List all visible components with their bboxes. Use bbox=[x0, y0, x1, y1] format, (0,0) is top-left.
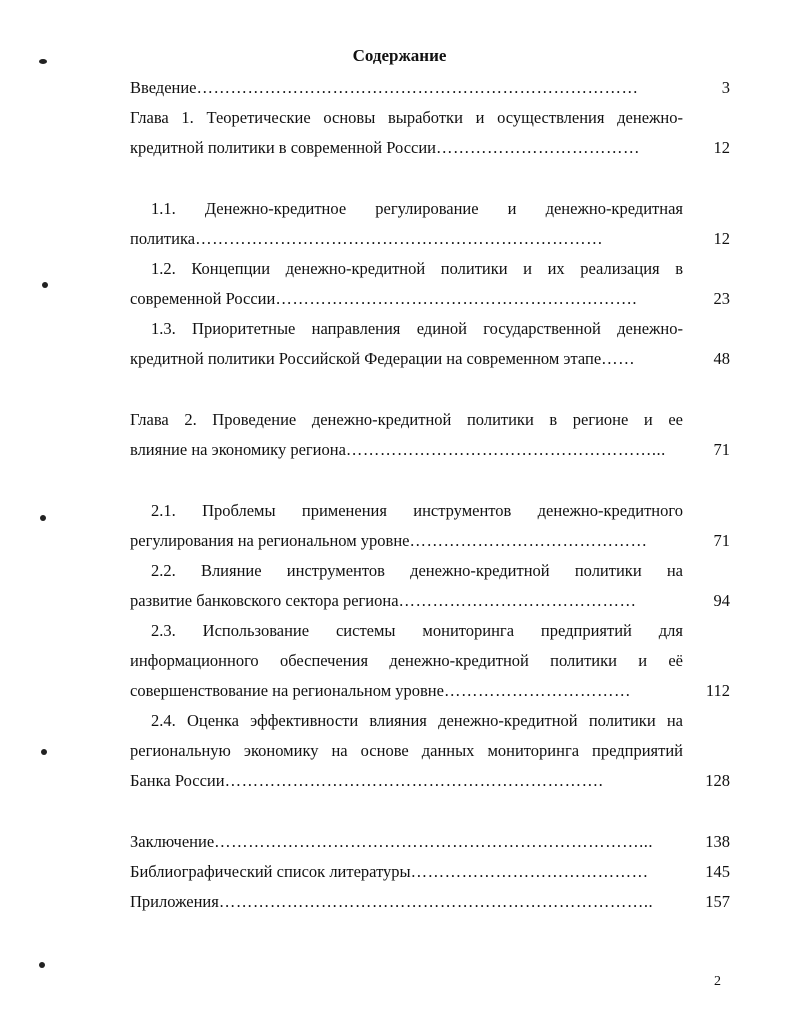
toc-entry-text: Глава 1. Теоретические основы выработки и осуществления денежно- bbox=[130, 108, 683, 127]
toc-page-number: 48 bbox=[713, 349, 730, 368]
toc-entry-text: 1.2. Концепции денежно-кредитной политики и их реализация в bbox=[151, 259, 683, 278]
toc-page-number: 157 bbox=[705, 892, 730, 911]
toc-page-number: 138 bbox=[705, 832, 730, 851]
toc-entry-text: кредитной политики Российской Федерации на современном этапе bbox=[130, 349, 602, 368]
toc-leader-dots: ………………………………………………………………….. bbox=[218, 892, 654, 911]
toc-entry-text: Банка России bbox=[130, 771, 225, 790]
page-title: Содержание bbox=[352, 46, 447, 65]
toc-entry-text: Библиографический список литературы bbox=[130, 862, 411, 881]
toc-page-number: 12 bbox=[713, 229, 730, 248]
toc-page-number: 71 bbox=[713, 531, 730, 550]
toc-entry-text: информационного обеспечения денежно-кредитной политики и её bbox=[130, 651, 683, 670]
toc-leader-dots: …… bbox=[601, 349, 636, 368]
toc-leader-dots: …………………………………………………………………… bbox=[196, 78, 639, 97]
toc-leader-dots: ………………………………………………... bbox=[345, 440, 666, 459]
toc-entry-text: 2.4. Оценка эффективности влияния денежно-кредитной политики на bbox=[151, 711, 683, 730]
toc-entry-text: кредитной политики в современной России bbox=[130, 138, 436, 157]
toc-leader-dots: ………………………………………………………. bbox=[275, 289, 637, 308]
binding-hole-mark bbox=[39, 962, 45, 968]
binding-hole-mark bbox=[41, 749, 47, 755]
toc-page-number: 23 bbox=[713, 289, 730, 308]
binding-hole-mark bbox=[42, 282, 48, 288]
toc-leader-dots: …………………………… bbox=[443, 681, 631, 700]
toc-entry-text: Введение bbox=[130, 78, 197, 97]
toc-entry-text: регулирования на региональном уровне bbox=[130, 531, 410, 550]
toc-leader-dots: ……………………………………………………………… bbox=[195, 229, 604, 248]
toc-entry-text: региональную экономику на основе данных мониторинга предприятий bbox=[130, 741, 683, 760]
toc-entry-text: современной России bbox=[130, 289, 276, 308]
toc-entry-text: Приложения bbox=[130, 892, 219, 911]
toc-entry-text: 1.1. Денежно-кредитное регулирование и денежно-кредитная bbox=[151, 199, 683, 218]
toc-entry-text: 2.1. Проблемы применения инструментов денежно-кредитного bbox=[151, 501, 683, 520]
toc-leader-dots: …………………………………… bbox=[409, 531, 648, 550]
toc-page-number: 112 bbox=[705, 681, 730, 700]
toc-entry-text: 2.2. Влияние инструментов денежно-кредитной политики на bbox=[151, 561, 683, 580]
toc-leader-dots: …………………………………………………………………... bbox=[214, 832, 654, 851]
toc-entry-text: 2.3. Использование системы мониторинга предприятий для bbox=[151, 621, 683, 640]
toc-leader-dots: …………………………………… bbox=[398, 591, 637, 610]
toc-page-number: 145 bbox=[705, 862, 730, 881]
toc-entry-text: влияние на экономику региона bbox=[130, 440, 346, 459]
toc-entry-text: 1.3. Приоритетные направления единой государственной денежно- bbox=[151, 319, 683, 338]
page-number: 2 bbox=[714, 974, 721, 989]
toc-page-number: 12 bbox=[713, 138, 730, 157]
toc-leader-dots: …………………………………………………………. bbox=[224, 771, 604, 790]
toc-page-number: 128 bbox=[705, 771, 730, 790]
toc-entry-text: совершенствование на региональном уровне bbox=[130, 681, 444, 700]
binding-hole-mark bbox=[40, 515, 46, 521]
toc-page-number: 71 bbox=[713, 440, 730, 459]
toc-leader-dots: ……………………………… bbox=[436, 138, 640, 157]
toc-leader-dots: …………………………………… bbox=[410, 862, 649, 881]
toc-entry-text: Глава 2. Проведение денежно-кредитной политики в регионе и ее bbox=[130, 410, 683, 429]
toc-entry-text: Заключение bbox=[130, 832, 215, 851]
toc-entry-text: развитие банковского сектора региона bbox=[130, 591, 399, 610]
binding-hole-mark bbox=[39, 59, 47, 64]
toc-page-number: 94 bbox=[713, 591, 730, 610]
toc-entry-text: политика bbox=[130, 229, 196, 248]
toc-page-number: 3 bbox=[721, 78, 730, 97]
